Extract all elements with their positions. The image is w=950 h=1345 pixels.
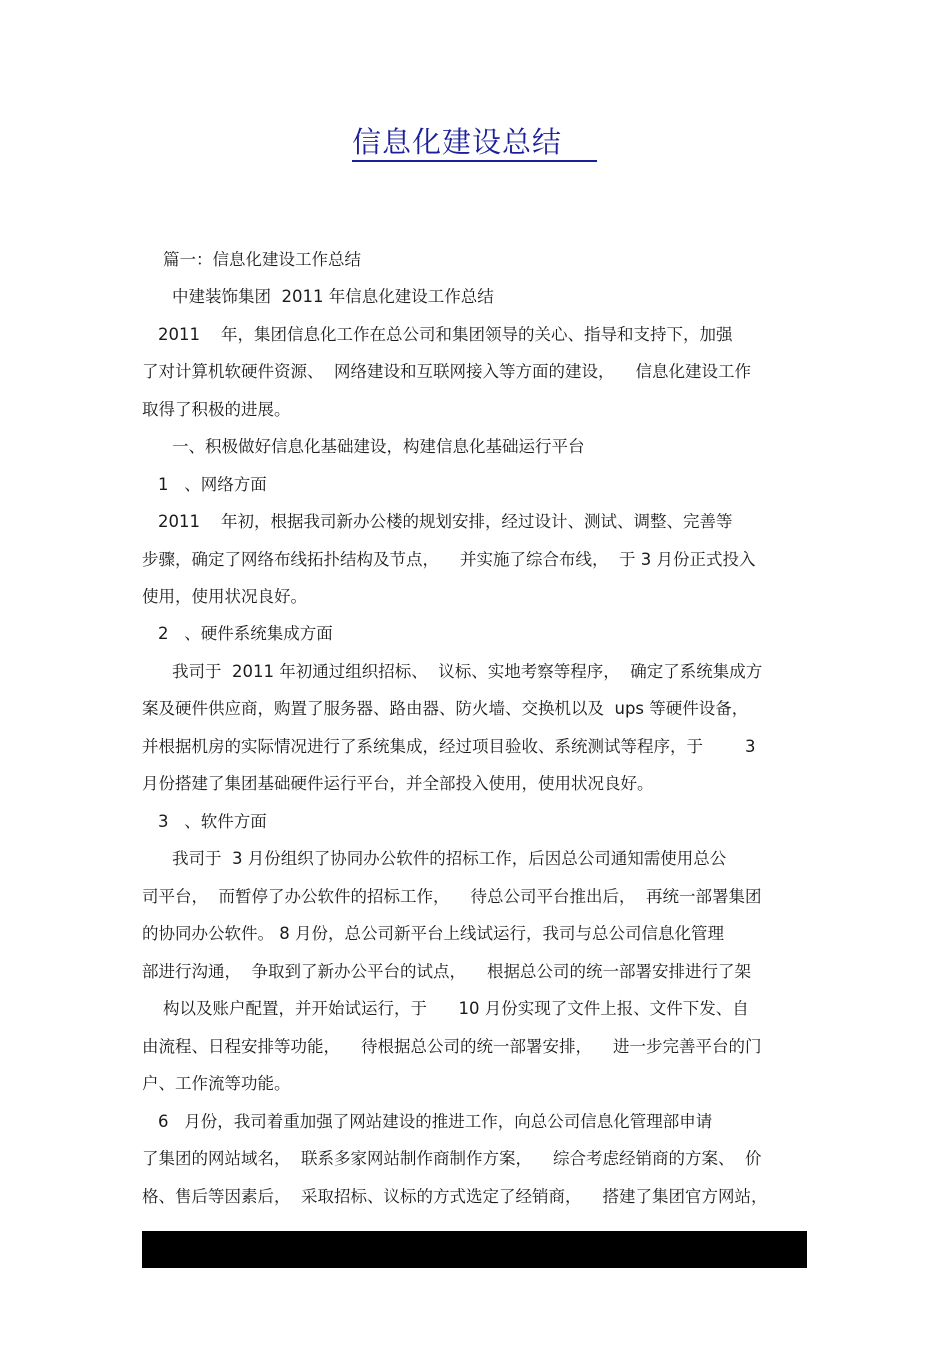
body-line: 月份搭建了集团基础硬件运行平台，并全部投入使用，使用状况良好。 xyxy=(142,774,654,793)
body-line: 步骤，确定了网络布线拓扑结构及节点， 并实施了综合布线， 于 3 月份正式投入 xyxy=(142,550,756,569)
title-underline xyxy=(352,160,597,162)
subsection-heading: 1 、网络方面 xyxy=(158,475,267,494)
body-line: 取得了积极的进展。 xyxy=(142,400,291,419)
section-heading: 一、积极做好信息化基础建设，构建信息化基础运行平台 xyxy=(172,437,585,456)
body-line: 并根据机房的实际情况进行了系统集成，经过项目验收、系统测试等程序，于 3 xyxy=(142,737,756,756)
body-line: 6 月份，我司着重加强了网站建设的推进工作，向总公司信息化管理部申请 xyxy=(158,1112,713,1131)
body-line: 我司于 2011 年初通过组织招标、 议标、实地考察等程序， 确定了系统集成方 xyxy=(172,662,763,681)
body-line: 篇一：信息化建设工作总结 xyxy=(163,250,361,269)
body-line: 的协同办公软件。 8 月份，总公司新平台上线试运行，我司与总公司信息化管理 xyxy=(142,924,724,943)
body-line: 了对计算机软硬件资源、 网络建设和互联网接入等方面的建设， 信息化建设工作 xyxy=(142,362,751,381)
body-line: 中建装饰集团 2011 年信息化建设工作总结 xyxy=(172,287,494,306)
redaction-bar xyxy=(142,1231,807,1268)
body-line: 2011 年初，根据我司新办公楼的规划安排，经过设计、测试、调整、完善等 xyxy=(158,512,733,531)
body-line: 司平台， 而暂停了办公软件的招标工作， 待总公司平台推出后， 再统一部署集团 xyxy=(142,887,762,906)
body-line: 构以及账户配置，并开始试运行，于 10 月份实现了文件上报、文件下发、自 xyxy=(163,999,749,1018)
document-title: 信息化建设总结 xyxy=(352,125,563,159)
body-line: 了集团的网站域名， 联系多家网站制作商制作方案， 综合考虑经销商的方案、 价 xyxy=(142,1149,762,1168)
body-line: 使用，使用状况良好。 xyxy=(142,587,307,606)
body-line: 由流程、日程安排等功能， 待根据总公司的统一部署安排， 进一步完善平台的门 xyxy=(142,1037,762,1056)
body-line: 2011 年，集团信息化工作在总公司和集团领导的关心、指导和支持下，加强 xyxy=(158,325,733,344)
subsection-heading: 3 、软件方面 xyxy=(158,812,267,831)
body-line: 部进行沟通， 争取到了新办公平台的试点， 根据总公司的统一部署安排进行了架 xyxy=(142,962,751,981)
body-line: 户、工作流等功能。 xyxy=(142,1074,291,1093)
body-line: 案及硬件供应商，购置了服务器、路由器、防火墙、交换机以及 ups 等硬件设备， xyxy=(142,699,749,718)
body-line: 我司于 3 月份组织了协同办公软件的招标工作，后因总公司通知需使用总公 xyxy=(172,849,727,868)
subsection-heading: 2 、硬件系统集成方面 xyxy=(158,624,333,643)
body-line: 格、售后等因素后， 采取招标、议标的方式选定了经销商， 搭建了集团官方网站， xyxy=(142,1187,768,1206)
